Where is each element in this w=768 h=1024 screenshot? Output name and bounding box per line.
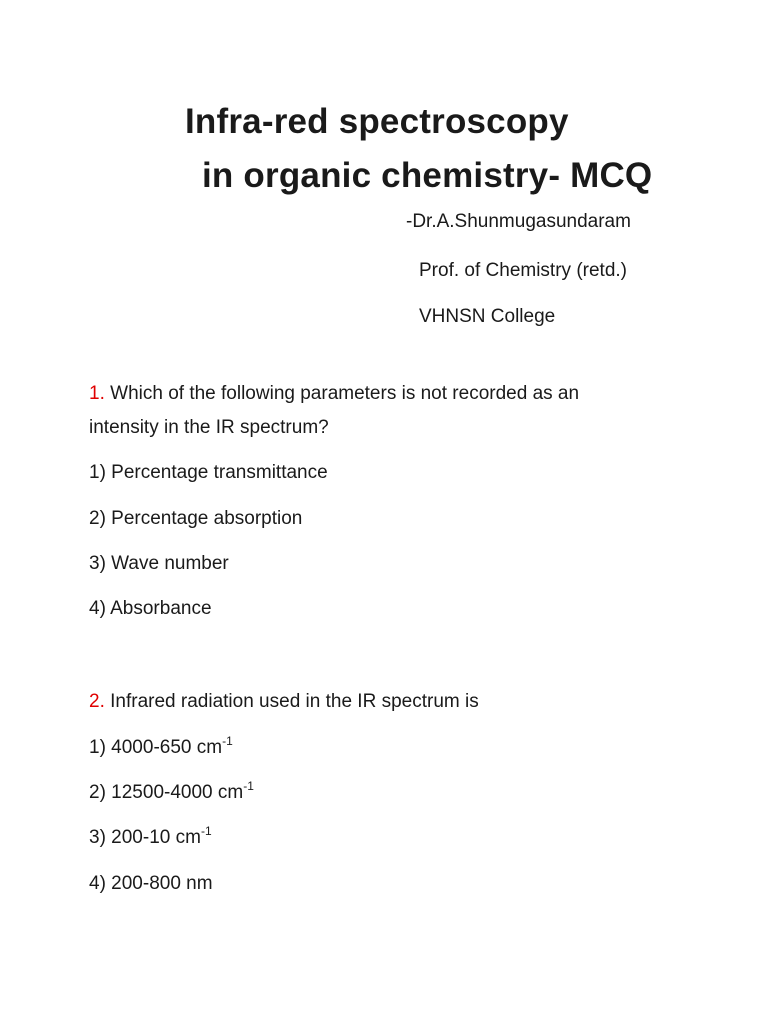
author-position: Prof. of Chemistry (retd.) — [419, 260, 627, 281]
option-text: 3) 200-10 cm — [89, 827, 201, 848]
option-text: 2) 12500-4000 cm — [89, 782, 244, 803]
question-2-option-3 — [89, 823, 212, 850]
option-superscript: -1 — [222, 733, 233, 748]
question-1-option-1: 1) Percentage transmittance — [89, 462, 328, 483]
question-2-text — [89, 690, 479, 714]
question-1-text — [89, 382, 579, 406]
author-name: -Dr.A.Shunmugasundaram — [406, 211, 631, 232]
option-superscript: -1 — [200, 823, 212, 838]
question-1-line-1: Which of the following parameters is not recorded as an — [104, 383, 580, 404]
title-line-1: Infra-red spectroscopy — [185, 102, 569, 141]
question-2-option-1 — [89, 733, 233, 760]
question-2-number: 2. — [89, 691, 105, 712]
question-1-option-2: 2) Percentage absorption — [89, 508, 303, 529]
option-superscript: -1 — [243, 778, 254, 793]
option-text: 4) 200-800 nm — [89, 873, 213, 894]
question-1-number: 1. — [89, 383, 105, 404]
author-institution: VHNSN College — [419, 306, 556, 327]
question-1-option-3: 3) Wave number — [89, 553, 229, 574]
option-text: 1) 4000-650 cm — [89, 737, 223, 758]
question-2-option-4 — [89, 872, 213, 896]
question-1-line-2: intensity in the IR spectrum? — [89, 417, 329, 438]
question-1-option-4: 4) Absorbance — [89, 598, 212, 619]
question-2-option-2 — [89, 778, 254, 805]
question-2-line-1: Infrared radiation used in the IR spectrum is — [104, 691, 479, 712]
title-line-2: in organic chemistry- MCQ — [202, 156, 653, 195]
